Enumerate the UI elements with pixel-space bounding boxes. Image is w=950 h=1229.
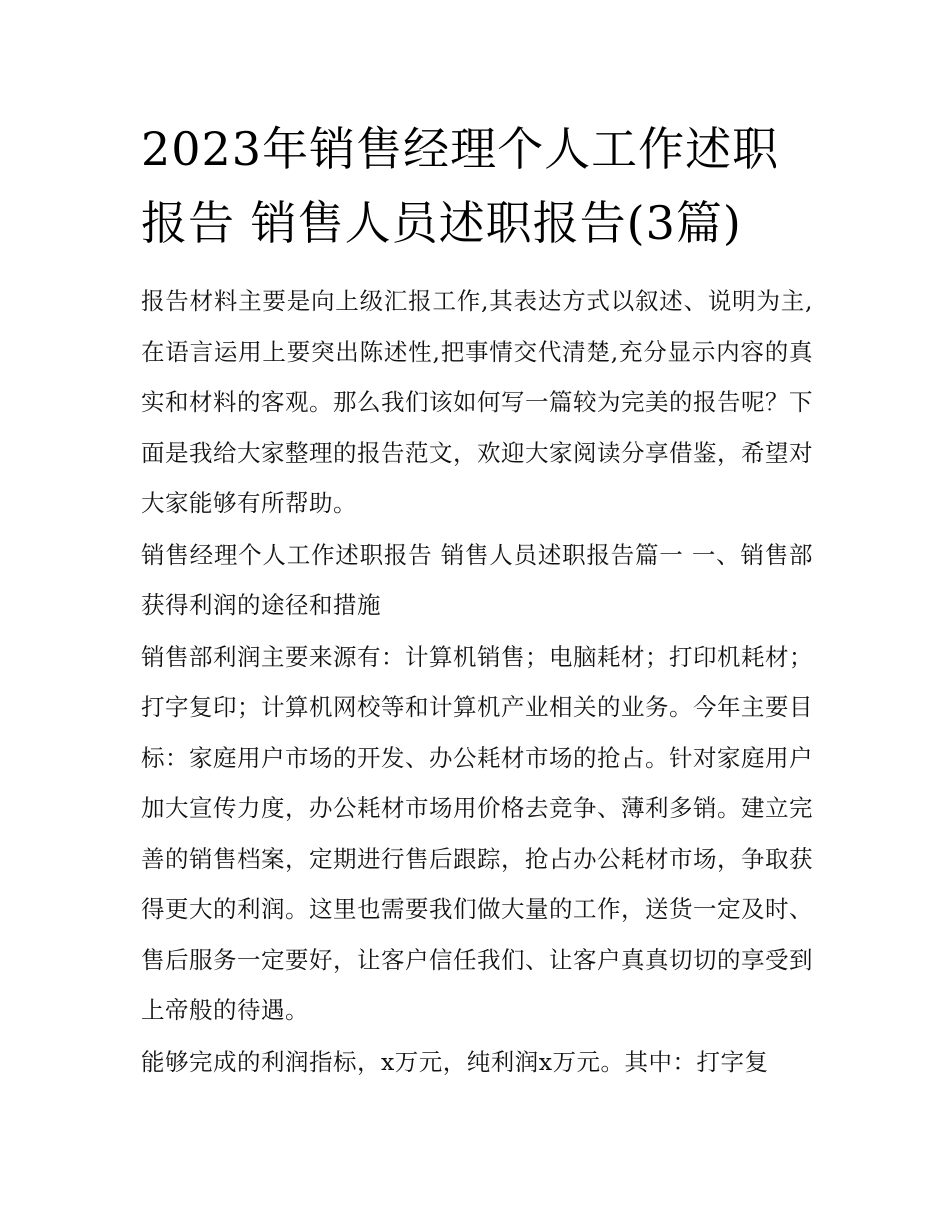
document-title: 2023年销售经理个人工作述职报告 销售人员述职报告(3篇): [141, 122, 780, 250]
paragraph-intro: 报告材料主要是向上级汇报工作,其表达方式以叙述、说明为主,在语言运用上要突出陈述性,把事情交代清楚,充分显示内容的真实和材料的客观。那么我们该如何写一篇较为完美的报告呢？下面是我给大家整理的报告范文，欢迎大家阅读分享借鉴，希望对大家能够有所帮助。: [141, 287, 813, 517]
document-body: [141, 276, 813, 1088]
paragraph-profit-targets: 能够完成的利润指标，x万元，纯利润x万元。其中：打字复: [141, 1047, 769, 1076]
paragraph-profit-sources: 销售部利润主要来源有：计算机销售；电脑耗材；打印机耗材；打字复印；计算机网校等和计算机产业相关的业务。今年主要目标：家庭用户市场的开发、办公耗材市场的抢占。针对家庭用户加大宣传力度，办公耗材市场用价格去竞争、薄利多销。建立完善的销售档案，定期进行售后跟踪，抢占办公耗材市场，争取获得更大的利润。这里也需要我们做大量的工作，送货一定及时、售后服务一定要好，让客户信任我们、让客户真真切切的享受到上帝般的待遇。: [141, 642, 813, 1024]
paragraph-section-heading: 销售经理个人工作述职报告 销售人员述职报告篇一 一、销售部获得利润的途径和措施: [141, 540, 813, 619]
